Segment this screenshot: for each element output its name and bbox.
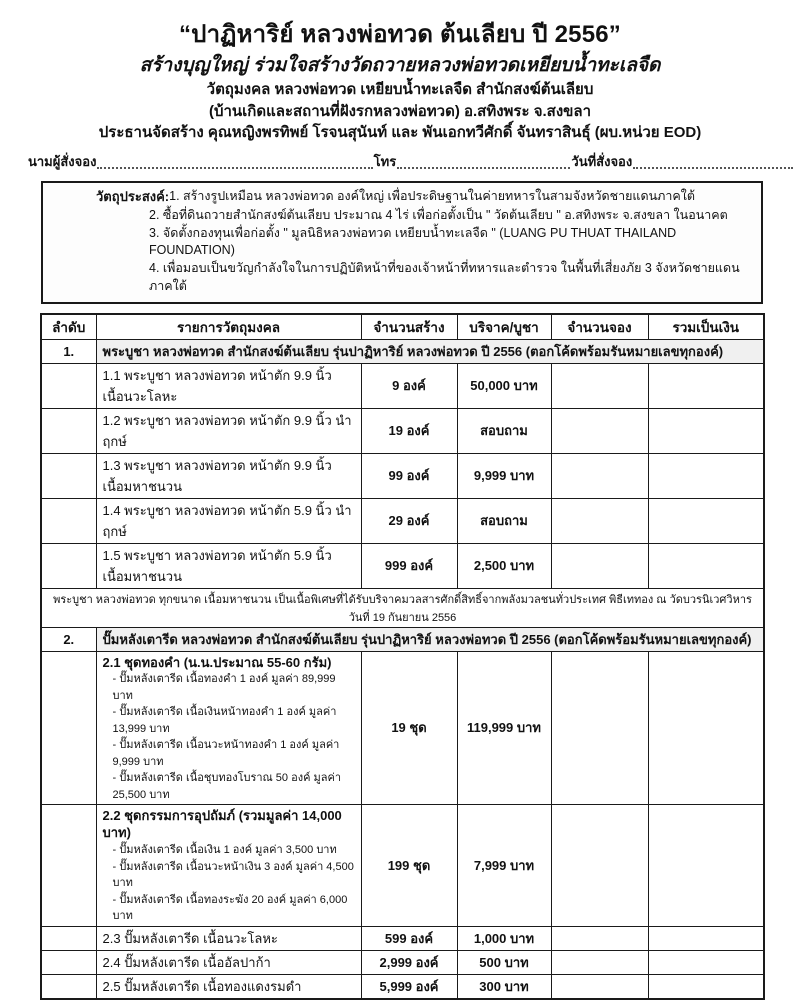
reserve-quantity-cell [551, 543, 648, 588]
special-material-note: พระบูชา หลวงพ่อทวด ทุกขนาด เนื้อมหาชนวน เป็นเนื้อพิเศษที่ได้รับบริจาคมวลสารศักดิ์สิทธิ์จากพลังมวลชนทั่วประเทศ พิธีเททอง ณ วัดบวรนิเวศวิหาร วันที่ 19 กันยายน 2556 [41, 588, 764, 627]
group-subitem: - ปั๊มหลังเตารีด เนื้อนวะหน้าทองคำ 1 องค์ มูลค่า 9,999 บาท [112, 739, 340, 768]
section-title: ปั๊มหลังเตารีด หลวงพ่อทวด สำนักสงฆ์ต้นเลียบ รุ่นปาฏิหาริย์ หลวงพ่อทวด ปี 2556 (ตอกโค้ดพร้อมรันหมายเลขทุกองค์) [96, 627, 764, 651]
objective-item-2: 2. ซื้อที่ดินถวายสำนักสงฆ์ต้นเลียบ ประมาณ 4 ไร่ เพื่อก่อตั้งเป็น " วัดต้นเลียบ " อ.สทิงพระ จ.สงขลา ในอนาคต [149, 207, 728, 222]
group-subitem: - ปั๊มหลังเตารีด เนื้อชุบทองโบราณ 50 องค์ มูลค่า 25,500 บาท [112, 772, 342, 801]
reserve-quantity-cell [551, 651, 648, 805]
orderer-info-line [28, 153, 794, 173]
item-description [96, 805, 361, 926]
quantity-made: 5,999 องค์ [361, 974, 457, 999]
donation-price: สอบถาม [457, 408, 551, 453]
section-row-2 [41, 627, 764, 651]
table-header-row [41, 314, 764, 340]
phone-label: โทร [373, 154, 397, 169]
donation-price: 9,999 บาท [457, 453, 551, 498]
total-amount-cell [648, 651, 764, 805]
item-description: 2.4 ปั๊มหลังเตารีด เนื้ออัลปาก้า [96, 950, 361, 974]
group-title: 2.2 ชุดกรรมการอุปถัมภ์ (รวมมูลค่า 14,000 บาท) [102, 808, 342, 841]
table-row [41, 926, 764, 950]
table-row-group [41, 805, 764, 926]
objectives-box [41, 181, 763, 304]
donation-price: 1,000 บาท [457, 926, 551, 950]
donation-price: 500 บาท [457, 950, 551, 974]
table-row [41, 498, 764, 543]
item-description: 1.2 พระบูชา หลวงพ่อทวด หน้าตัก 9.9 นิ้ว นำฤกษ์ [96, 408, 361, 453]
total-amount-cell [648, 974, 764, 999]
total-amount-cell [648, 363, 764, 408]
donation-price: สอบถาม [457, 498, 551, 543]
quantity-made: 19 องค์ [361, 408, 457, 453]
total-amount-cell [648, 805, 764, 926]
section-number: 1. [41, 339, 96, 363]
objective-item-1: 1. สร้างรูปเหมือน หลวงพ่อทวด องค์ใหญ่ เพื่อประดิษฐานในค่ายทหารในสามจังหวัดชายแดนภาคใต้ [169, 189, 695, 203]
quantity-made: 9 องค์ [361, 363, 457, 408]
phone-field [397, 167, 570, 169]
total-amount-cell [648, 543, 764, 588]
table-row [41, 950, 764, 974]
item-description: 2.3 ปั๊มหลังเตารีด เนื้อนวะโลหะ [96, 926, 361, 950]
section-row-1 [41, 339, 764, 363]
column-header-item: รายการวัตถุมงคล [96, 314, 361, 340]
group-subitem: - ปั๊มหลังเตารีด เนื้อทองระฆัง 20 องค์ มูลค่า 6,000 บาท [112, 893, 348, 923]
group-subitem: - ปั๊มหลังเตารีด เนื้อเงิน 1 องค์ มูลค่า 3,500 บาท [112, 844, 337, 857]
donation-price: 119,999 บาท [457, 651, 551, 805]
section-title: พระบูชา หลวงพ่อทวด สำนักสงฆ์ต้นเลียบ รุ่นปาฏิหาริย์ หลวงพ่อทวด ปี 2556 (ตอกโค้ดพร้อมรันหมายเลขทุกองค์) [96, 339, 764, 363]
document-subtitle: สร้างบุญใหญ่ ร่วมใจสร้างวัดถวายหลวงพ่อทวดเหยียบน้ำทะเลจืด [139, 55, 661, 76]
table-row [41, 453, 764, 498]
document-header [0, 20, 800, 143]
item-description: 2.5 ปั๊มหลังเตารีด เนื้อทองแดงรมดำ [96, 974, 361, 999]
group-subitem: - ปั๊มหลังเตารีด เนื้อนวะหน้าเงิน 3 องค์ มูลค่า 4,500 บาท [112, 860, 354, 890]
reserve-quantity-cell [551, 974, 648, 999]
donation-price: 2,500 บาท [457, 543, 551, 588]
note-row [41, 588, 764, 627]
quantity-made: 999 องค์ [361, 543, 457, 588]
column-header-qty-made: จำนวนสร้าง [361, 314, 457, 340]
reserve-quantity-cell [551, 453, 648, 498]
reserve-quantity-cell [551, 926, 648, 950]
item-description [96, 651, 361, 805]
item-description: 1.4 พระบูชา หลวงพ่อทวด หน้าตัก 5.9 นิ้ว นำฤกษ์ [96, 498, 361, 543]
orderer-name-field [97, 167, 372, 169]
reserve-quantity-cell [551, 408, 648, 453]
objective-item-4: 4. เพื่อมอบเป็นขวัญกำลังใจในการปฏิบัติหน้าที่ของเจ้าหน้าที่ทหารและตำรวจ ในพื้นที่เสี่ยงภัย 3 จังหวัดชายแดนภาคใต้ [149, 261, 740, 293]
column-header-price: บริจาค/บูชา [457, 314, 551, 340]
total-amount-cell [648, 408, 764, 453]
table-row-group [41, 651, 764, 805]
objective-item-3: 3. จัดตั้งกองทุนเพื่อก่อตั้ง " มูลนิธิหลวงพ่อทวด เหยียบน้ำทะเลจืด " (LUANG PU THUAT THAILAND FOUNDATION) [149, 225, 677, 258]
donation-price: 7,999 บาท [457, 805, 551, 926]
objectives-label: วัตถุประสงค์: [96, 189, 170, 204]
section-number: 2. [41, 627, 96, 651]
total-amount-cell [648, 950, 764, 974]
quantity-made: 99 องค์ [361, 453, 457, 498]
temple-line: วัตถุมงคล หลวงพ่อทวด เหยียบน้ำทะเลจืด สำนักสงฆ์ต้นเลียบ [206, 80, 594, 98]
group-subitem: - ปั๊มหลังเตารีด เนื้อทองคำ 1 องค์ มูลค่า 89,999 บาท [112, 673, 336, 702]
reserve-quantity-cell [551, 805, 648, 926]
total-amount-cell [648, 926, 764, 950]
table-row [41, 974, 764, 999]
order-date-label: วันที่สั่งจอง [571, 154, 633, 169]
location-line: (บ้านเกิดและสถานที่ฝังรกหลวงพ่อทวด) อ.สทิงพระ จ.สงขลา [208, 102, 592, 120]
column-header-no: ลำดับ [41, 314, 96, 340]
quantity-made: 19 ชุด [361, 651, 457, 805]
total-amount-cell [648, 453, 764, 498]
donation-price: 50,000 บาท [457, 363, 551, 408]
order-table [40, 313, 765, 1000]
item-description: 1.5 พระบูชา หลวงพ่อทวด หน้าตัก 5.9 นิ้ว เนื้อมหาชนวน [96, 543, 361, 588]
orderer-name-label: นามผู้สั่งจอง [28, 154, 97, 169]
reserve-quantity-cell [551, 363, 648, 408]
order-date-field [633, 167, 793, 169]
reserve-quantity-cell [551, 498, 648, 543]
column-header-qty-reserved: จำนวนจอง [551, 314, 648, 340]
quantity-made: 2,999 องค์ [361, 950, 457, 974]
donation-price: 300 บาท [457, 974, 551, 999]
quantity-made: 599 องค์ [361, 926, 457, 950]
table-row [41, 363, 764, 408]
table-row [41, 543, 764, 588]
reserve-quantity-cell [551, 950, 648, 974]
document-title: “ปาฏิหาริย์ หลวงพ่อทวด ต้นเลียบ ปี 2556” [178, 21, 621, 48]
group-subitem: - ปั๊มหลังเตารีด เนื้อเงินหน้าทองคำ 1 องค์ มูลค่า 13,999 บาท [112, 706, 337, 735]
quantity-made: 29 องค์ [361, 498, 457, 543]
total-amount-cell [648, 498, 764, 543]
quantity-made: 199 ชุด [361, 805, 457, 926]
chairman-line: ประธานจัดสร้าง คุณหญิงพรทิพย์ โรจนสุนันท์ และ พันเอกทวีศักดิ์ จันทราสินธุ์ (ผบ.หน่วย EOD) [98, 124, 702, 142]
item-description: 1.1 พระบูชา หลวงพ่อทวด หน้าตัก 9.9 นิ้ว เนื้อนวะโลหะ [96, 363, 361, 408]
item-description: 1.3 พระบูชา หลวงพ่อทวด หน้าตัก 9.9 นิ้ว เนื้อมหาชนวน [96, 453, 361, 498]
table-row [41, 408, 764, 453]
column-header-total: รวมเป็นเงิน [648, 314, 764, 340]
group-title: 2.1 ชุดทองคำ (น.น.ประมาณ 55-60 กรัม) [102, 654, 332, 670]
